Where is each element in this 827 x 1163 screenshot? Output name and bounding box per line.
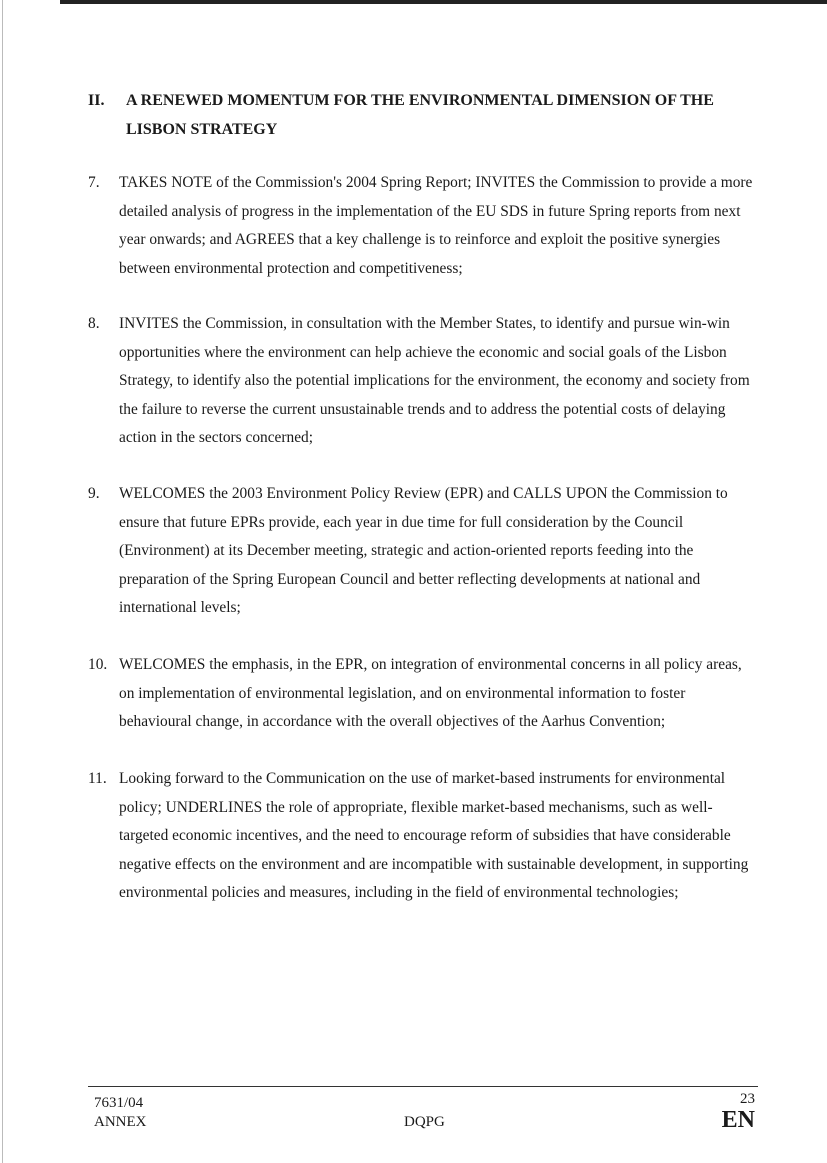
top-border-rule — [60, 0, 827, 4]
paragraph-text: Looking forward to the Communication on the use of market-based instruments for environmental policy; UNDERLINES the role of appropriate, flexible market-based mechanisms, such as well-targeted economic incentives, and the need to encourage reform of subsidies that have considerable negative effects on the environment and are incompatible with sustainable development, in supporting environmental policies and measures, including in the field of environmental technologies; — [119, 770, 749, 902]
language-code: EN — [721, 1107, 755, 1133]
paragraph-10 — [88, 651, 760, 737]
paragraph-number: 8. — [88, 315, 100, 332]
section-title: A RENEWED MOMENTUM FOR THE ENVIRONMENTAL DIMENSION OF THE LISBON STRATEGY — [126, 92, 714, 138]
paragraph-number: 9. — [88, 485, 100, 502]
paragraph-text: INVITES the Commission, in consultation with the Member States, to identify and pursue win-win opportunities where the environment can help achieve the economic and social goals of the Lisbon Strategy, to identify also the potential implications for the environment, the economy and society from the failure to reverse the current unsustainable trends and to address the potential costs of delaying action in the sectors concerned; — [119, 315, 750, 447]
paragraph-text: TAKES NOTE of the Commission's 2004 Spring Report; INVITES the Commission to provide a more detailed analysis of progress in the implementation of the EU SDS in future Spring reports from next year onwards; and AGREES that a key challenge is to reinforce and exploit the positive synergies between environmental protection and competitiveness; — [119, 174, 753, 277]
paragraph-number: 10. — [88, 656, 108, 673]
unit-code: DQPG — [404, 1114, 445, 1130]
paragraph-8 — [88, 310, 760, 453]
footer-left — [94, 1094, 147, 1132]
document-number: 7631/04 — [94, 1095, 144, 1111]
annex-label: ANNEX — [94, 1114, 147, 1130]
paragraph-9 — [88, 480, 760, 623]
paragraph-number: 11. — [88, 770, 107, 787]
left-margin-line — [2, 0, 3, 1163]
paragraph-text: WELCOMES the 2003 Environment Policy Review (EPR) and CALLS UPON the Commission to ensure that future EPRs provide, each year in due time for full consideration by the Council (Environment) at its December meeting, strategic and action-oriented reports feeding into the preparation of the Spring European Council and better reflecting developments at national and international levels; — [119, 485, 728, 617]
footer-right — [722, 1090, 755, 1132]
paragraph-11 — [88, 765, 760, 908]
footer-rule — [88, 1086, 758, 1087]
section-heading — [88, 86, 768, 144]
paragraph-7 — [88, 169, 760, 283]
paragraph-text: WELCOMES the emphasis, in the EPR, on integration of environmental concerns in all policy areas, on implementation of environmental legislation, and on environmental information to foster behavioural change, in accordance with the overall objectives of the Aarhus Convention; — [119, 656, 742, 731]
page-number: 23 — [740, 1091, 755, 1107]
paragraph-number: 7. — [88, 174, 100, 191]
section-number: II. — [88, 92, 105, 109]
